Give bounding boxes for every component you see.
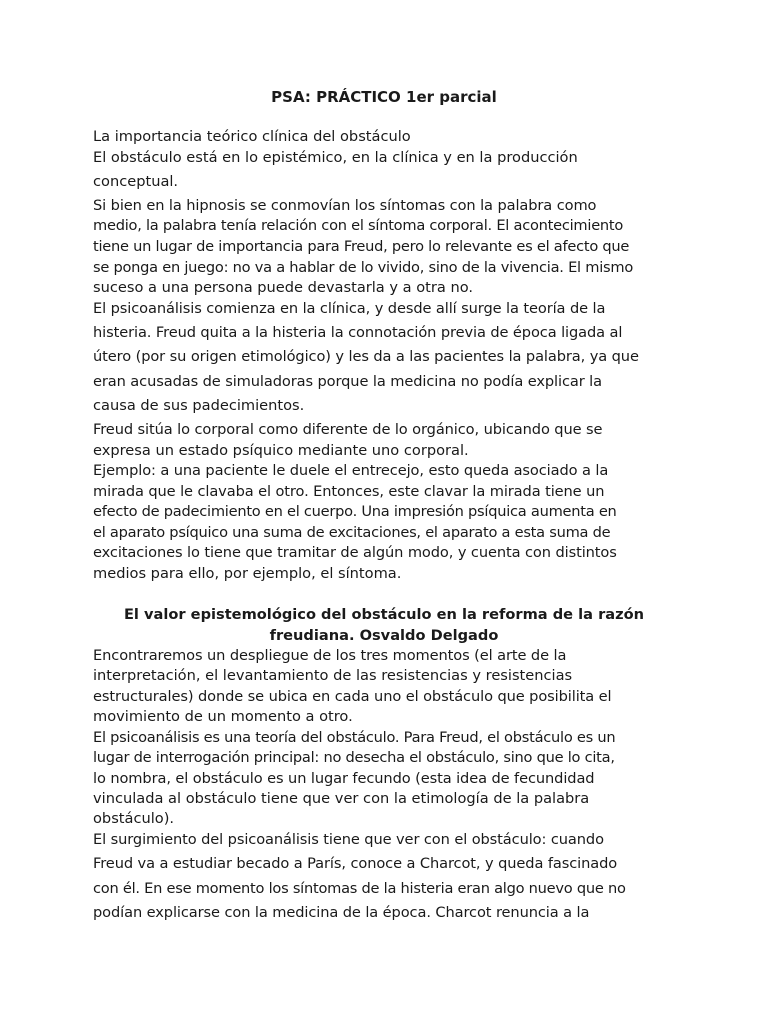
paragraph-line: útero (por su origen etimológico) y les da a las pacientes la palabra, ya que — [93, 348, 639, 365]
paragraph-line: el aparato psíquico una suma de excitaciones, el aparato a esta suma de — [93, 524, 611, 541]
paragraph-line: con él. En ese momento los síntomas de la histeria eran algo nuevo que no — [93, 880, 626, 897]
paragraph-line: El surgimiento del psicoanálisis tiene que ver con el obstáculo: cuando — [93, 831, 604, 848]
paragraph-line: lugar de interrogación principal: no desecha el obstáculo, sino que lo cita, — [93, 749, 615, 766]
paragraph-line: medio, la palabra tenía relación con el síntoma corporal. El acontecimiento — [93, 217, 624, 234]
section2-heading-author: freudiana. Osvaldo Delgado — [269, 627, 499, 644]
paragraph-line: podían explicarse con la medicina de la época. Charcot renuncia a la — [93, 904, 590, 921]
paragraph-line: suceso a una persona puede devastarla y a otra no. — [93, 279, 474, 296]
paragraph-line: Ejemplo: a una paciente le duele el entrecejo, esto queda asociado a la — [93, 462, 609, 479]
paragraph-line: tiene un lugar de importancia para Freud, pero lo relevante es el afecto que — [93, 238, 630, 255]
section2-heading: El valor epistemológico del obstáculo en la reforma de la razón — [123, 606, 645, 623]
paragraph-line: se ponga en juego: no va a hablar de lo vivido, sino de la vivencia. El mismo — [93, 259, 634, 276]
paragraph-line: Encontraremos un despliegue de los tres momentos (el arte de la — [93, 647, 567, 664]
paragraph-line: obstáculo). — [93, 810, 175, 827]
paragraph-line: medios para ello, por ejemplo, el síntoma. — [93, 565, 402, 582]
paragraph-line: vinculada al obstáculo tiene que ver con la etimología de la palabra — [93, 790, 590, 807]
paragraph-line: interpretación, el levantamiento de las resistencias y resistencias — [93, 667, 573, 684]
paragraph-line: expresa un estado psíquico mediante uno corporal. — [93, 442, 469, 459]
section1-heading-line: La importancia teórico clínica del obstáculo — [93, 128, 411, 145]
paragraph-line: lo nombra, el obstáculo es un lugar fecundo (esta idea de fecundidad — [93, 770, 595, 787]
paragraph-line: Freud sitúa lo corporal como diferente de lo orgánico, ubicando que se — [93, 421, 603, 438]
document-title: PSA: PRÁCTICO 1er parcial — [271, 88, 497, 106]
paragraph-line: estructurales) donde se ubica en cada uno el obstáculo que posibilita el — [93, 688, 612, 705]
paragraph-line: Freud va a estudiar becado a París, conoce a Charcot, y queda fascinado — [93, 855, 618, 872]
paragraph-line: conceptual. — [93, 173, 179, 190]
paragraph-line: mirada que le clavaba el otro. Entonces, este clavar la mirada tiene un — [93, 483, 605, 500]
paragraph-line: causa de sus padecimientos. — [93, 397, 305, 414]
paragraph-line: movimiento de un momento a otro. — [93, 708, 353, 725]
paragraph-line: efecto de padecimiento en el cuerpo. Una impresión psíquica aumenta en — [93, 503, 617, 520]
paragraph-line: excitaciones lo tiene que tramitar de algún modo, y cuenta con distintos — [93, 544, 617, 561]
paragraph-line: eran acusadas de simuladoras porque la medicina no podía explicar la — [93, 373, 602, 390]
paragraph-line: El obstáculo está en lo epistémico, en la clínica y en la producción — [93, 149, 578, 166]
paragraph-line: El psicoanálisis es una teoría del obstáculo. Para Freud, el obstáculo es un — [93, 729, 616, 746]
paragraph-line: El psicoanálisis comienza en la clínica, y desde allí surge la teoría de la — [93, 300, 606, 317]
paragraph-line: histeria. Freud quita a la histeria la connotación previa de época ligada al — [93, 324, 623, 341]
paragraph-line: Si bien en la hipnosis se conmovían los síntomas con la palabra como — [93, 197, 597, 214]
